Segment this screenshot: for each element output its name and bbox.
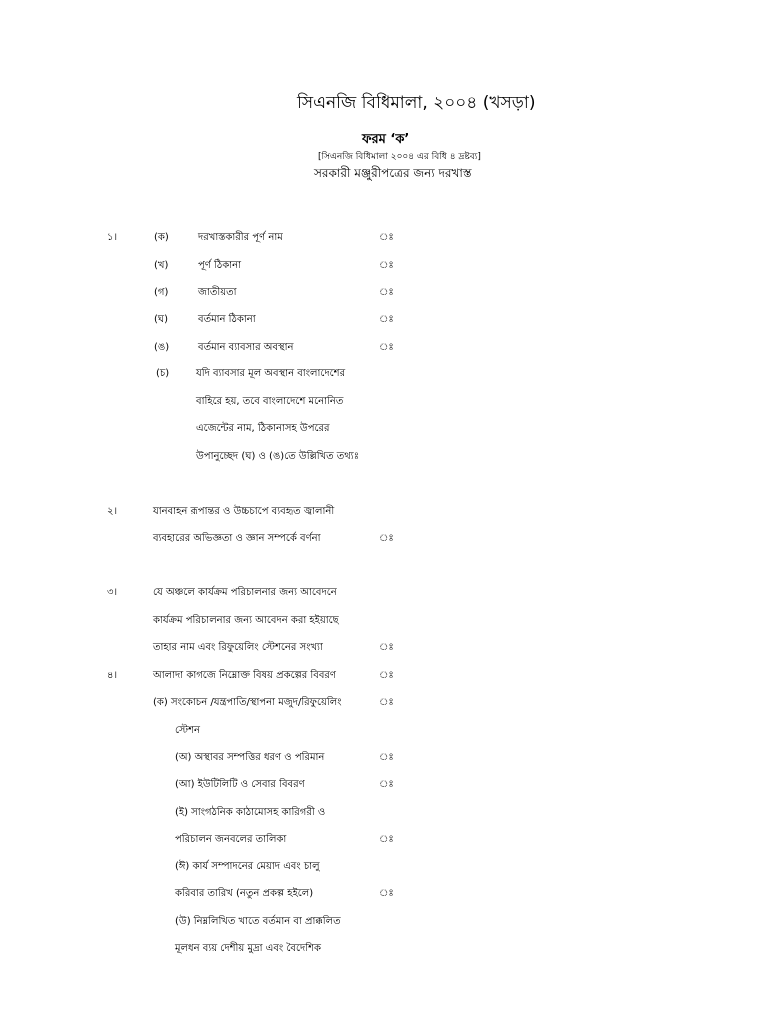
colon-mark: ঃ [379, 342, 394, 353]
document-title: সিএনজি বিধিমালা, ২০০৪ (খসড়া) [297, 93, 536, 113]
colon-mark: ঃ [379, 834, 394, 845]
section-4-sub-line: (ঈ) কার্য সম্পাদনের মেয়াদ এবং চালু [175, 861, 320, 872]
section-4-sub-line: (ই) সাংগঠনিক কাঠামোসহ কারিগরী ও [175, 807, 326, 818]
section-1-item-uma-mark: (ঙ) [154, 342, 170, 353]
section-1-item-gha-mark: (ঘ) [154, 314, 168, 325]
section-1-item-cha-mark: (চ) [156, 368, 170, 379]
colon-mark: ঃ [379, 888, 394, 899]
section-2-line: ব্যবহারের অভিজ্ঞতা ও জ্ঞান সম্পর্কে বর্ণনা [153, 533, 321, 544]
colon-mark: ঃ [379, 260, 394, 271]
section-1-item-ka-text: দরখাস্তকারীর পূর্ণ নাম [198, 232, 283, 243]
section-1-item-ka-mark: (ক) [154, 232, 169, 243]
colon-mark: ঃ [379, 752, 394, 763]
section-1-item-cha-line: এজেন্টের নাম, ঠিকানাসহ উপরের [196, 423, 330, 434]
colon-mark: ঃ [379, 533, 394, 544]
section-3-line: তাহার নাম এবং রিফুয়েলিং স্টেশনের সংখ্যা [153, 642, 323, 653]
section-3-line: কার্যক্রম পরিচালনার জন্য আবেদন করা হইয়াছে [153, 615, 339, 626]
section-4-sub-line: (অ) অস্থাবর সম্পত্তির ধরণ ও পরিমান [175, 752, 325, 763]
section-4-sub-line: (উ) নিম্নলিখিত খাতে বর্তমান বা প্রাক্কলিত [175, 916, 341, 927]
section-4-ka-line: স্টেশন [175, 725, 201, 736]
section-1-item-cha-line: বাহিরে হয়, তবে বাংলাদেশে মনোনিত [196, 396, 344, 407]
colon-mark: ঃ [379, 232, 394, 243]
section-3-line: যে অঞ্চলে কার্যক্রম পরিচালনার জন্য আবেদনে [153, 587, 337, 598]
section-4-intro: আলাদা কাগজে নিম্নোক্ত বিষয় প্রকল্পের বিবরণ [153, 670, 336, 681]
colon-mark: ঃ [379, 314, 394, 325]
document-subtitle: সরকারী মঞ্জুরীপত্রের জন্য দরখাস্ত [314, 166, 472, 180]
section-1-item-ga-mark: (গ) [154, 287, 169, 298]
section-2-number: ২। [107, 506, 118, 517]
section-3-number: ৩। [107, 587, 118, 598]
colon-mark: ঃ [379, 670, 394, 681]
form-label: ফরম ‘ক’ [362, 132, 410, 147]
section-4-sub-line: পরিচালন জনবলের তালিকা [175, 834, 287, 845]
rule-reference: [সিএনজি বিধিমালা ২০০৪ এর বিধি ৪ দ্রষ্টব্য] [318, 152, 481, 162]
section-1-item-uma-text: বর্তমান ব্যাবসার অবস্থান [198, 342, 294, 353]
colon-mark: ঃ [379, 287, 394, 298]
section-1-item-gha-text: বর্তমান ঠিকানা [198, 314, 256, 325]
colon-mark: ঃ [379, 779, 394, 790]
section-4-sub-line: মূলধন ব্যয় দেশীয় মুদ্রা এবং বৈদেশিক [175, 943, 322, 954]
colon-mark: ঃ [379, 642, 394, 653]
section-4-sub-line: (আ) ইউটিলিটি ও সেবার বিবরণ [175, 779, 305, 790]
section-1-item-cha-line: উপানুচ্ছেদ (ঘ) ও (ঙ)তে উল্লিখিত তথ্যঃ [196, 451, 360, 462]
section-1-item-ga-text: জাতীয়তা [198, 287, 237, 298]
section-1-item-kha-text: পূর্ণ ঠিকানা [198, 260, 241, 271]
section-1-number: ১। [107, 232, 118, 243]
colon-mark: ঃ [379, 697, 394, 708]
section-4-ka-line: (ক) সংকোচন /যন্ত্রপাতি/স্থাপনা মজুদ/রিফুয়েলিং [153, 697, 342, 708]
section-1-item-kha-mark: (খ) [154, 260, 169, 271]
section-1-item-cha-line: যদি ব্যাবসার মূল অবস্থান বাংলাদেশের [196, 368, 346, 379]
section-4-sub-line: করিবার তারিখ (নতুন প্রকল্প হইলে) [175, 888, 314, 899]
section-2-line: যানবাহন রূপান্তর ও উচ্চচাপে ব্যবহৃত জ্বালানী [153, 506, 335, 517]
section-4-number: ৪। [107, 670, 118, 681]
